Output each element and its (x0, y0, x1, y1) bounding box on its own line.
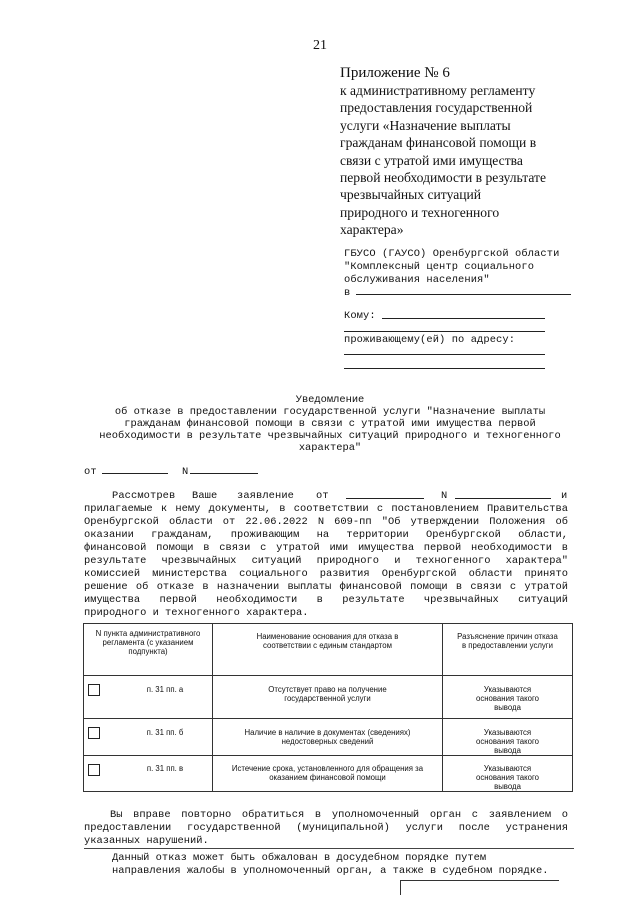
application-number-field[interactable] (455, 498, 551, 499)
notice-title: Уведомление (295, 394, 365, 406)
appendix-line: характера» (340, 222, 404, 238)
addressee-org-line: ГБУСО (ГАУСО) Оренбургской области (344, 248, 560, 260)
row-clause-cell (84, 756, 213, 792)
signature-box (400, 880, 559, 895)
appendix-line: к административному регламенту (340, 83, 536, 98)
row-clause-cell (84, 719, 213, 756)
notice-number-label: N (182, 466, 189, 478)
header-clause: N пункта административного регламента (с указанием подпункта) (84, 624, 213, 676)
notice-date-field[interactable] (102, 473, 168, 474)
appendix-heading: Приложение № 6 (340, 65, 450, 81)
body-word: Рассмотрев (112, 490, 176, 502)
row-reason: Отсутствует право на получение государственной услуги (213, 676, 443, 719)
footer-divider (84, 848, 574, 849)
appendix-line: гражданам финансовой помощи в (340, 135, 537, 151)
header-reason: Наименование основания для отказа в соответствии с единым стандартом (213, 624, 443, 676)
table-row (84, 719, 573, 756)
appendix-line: связи с утратой ими имущества (340, 152, 523, 168)
body-line: результате чрезвычайных ситуаций природного и техногенного характера" (84, 555, 568, 567)
row-checkbox[interactable] (88, 727, 100, 739)
body-and-label: и (561, 490, 568, 502)
addressee-to-field[interactable] (382, 318, 545, 319)
application-date-field[interactable] (346, 498, 424, 499)
addressee-org-line: обслуживания населения" (344, 274, 490, 286)
body-word: Ваше (192, 490, 218, 502)
appendix-line: первой необходимости в результате (340, 170, 546, 186)
body-line: финансовой помощи в связи с утратой ими имущества первой необходимости в (84, 542, 568, 554)
notice-subtitle-line: об отказе в предоставлении государственной услуги "Назначение выплаты (114, 406, 546, 418)
addressee-to-label: Кому: (344, 310, 376, 322)
appeal-line: Данный отказ может быть обжалован в досудебном порядке путем (112, 852, 487, 864)
notice-subtitle-line: гражданам финансовой помощи в связи с утратой ими имущества первой (124, 418, 536, 430)
row-clause-cell (84, 676, 213, 719)
body-line: природного и техногенного характера. (84, 607, 309, 619)
row-explanation: Указываются основания такого вывода (443, 756, 573, 792)
row-explanation: Указываются основания такого вывода (443, 676, 573, 719)
notice-subtitle-line: характера" (298, 442, 362, 454)
body-word: заявление (237, 490, 295, 502)
appendix-regulation-reference (340, 82, 600, 239)
row-clause: п. 31 пп. в (146, 764, 184, 773)
notice-subtitle-line: необходимости в результате чрезвычайных ситуаций природного и техногенного (99, 430, 561, 442)
row-clause: п. 31 пп. а (146, 685, 184, 694)
appendix-line: чрезвычайных ситуаций (340, 187, 482, 203)
page-number: 21 (313, 38, 327, 53)
body-line: прилагаемые к нему документы, в соответствии с постановлением Правительства (84, 503, 568, 515)
notice-date-label: от (84, 466, 97, 478)
addressee-residing-label: проживающему(ей) по адресу: (344, 334, 516, 346)
table-row (84, 756, 573, 792)
appendix-line: предоставления государственной (340, 100, 533, 116)
notice-number-field[interactable] (190, 473, 258, 474)
footer-line (84, 809, 568, 822)
appeal-line: направления жалобы в уполномоченный орган, а также в судебном порядке. (112, 865, 549, 877)
addressee-org-line: "Комплексный центр социального (344, 261, 535, 273)
addressee-in-field[interactable] (356, 294, 571, 295)
row-reason: Наличие в наличие в документах (сведениях) недостоверных сведений (213, 719, 443, 756)
table-row (84, 676, 573, 719)
addressee-address-field-2[interactable] (344, 368, 545, 369)
body-n-label: N (441, 490, 448, 502)
body-word: от (316, 490, 329, 502)
body-line: решение об отказе в назначении выплаты финансовой помощи в связи с утратой (84, 581, 568, 593)
row-reason: Истечение срока, установленного для обращения за оказанием финансовой помощи (213, 756, 443, 792)
appendix-line: услуги «Назначение выплаты (340, 117, 511, 133)
body-line: комиссией министерства социального развития Оренбургской области принято (84, 568, 568, 580)
footer-line-text: Вы вправе повторно обратиться в уполномоченный орган с заявлением о (110, 809, 568, 821)
body-line: оказании гражданам, проживающим на территории Оренбургской области, (84, 529, 568, 541)
refusal-reasons-table (83, 623, 573, 792)
row-explanation: Указываются основания такого вывода (443, 719, 573, 756)
addressee-to-field-2[interactable] (344, 331, 545, 332)
footer-line: предоставлении государственной (муниципальной) услуги после устранения (84, 822, 568, 834)
body-line: Оренбургской области от 22.06.2022 N 609-пп "Об утверждении Положения об (84, 516, 568, 528)
body-line: имущества первой необходимости в результате чрезвычайных ситуаций (84, 594, 568, 606)
row-checkbox[interactable] (88, 684, 100, 696)
row-clause: п. 31 пп. б (146, 728, 184, 737)
header-explanation: Разъяснение причин отказа в предоставлении услуги (443, 624, 573, 676)
addressee-in-label: в (344, 287, 351, 299)
appendix-line: природного и техногенного (340, 204, 500, 220)
footer-line: указанных нарушений. (84, 835, 209, 847)
table-header-row (84, 624, 573, 676)
row-checkbox[interactable] (88, 764, 100, 776)
addressee-address-field[interactable] (344, 354, 545, 355)
appendix-title (340, 64, 600, 239)
